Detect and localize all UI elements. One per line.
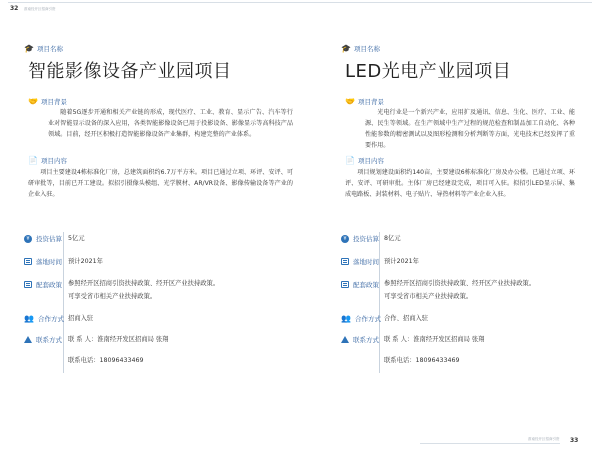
left-name-label: 🎓 项目名称 bbox=[24, 43, 63, 53]
left-content-text: 项目主要建设4栋标准化厂房，总建筑面积约6.7万平方米。项目已通过立项、环评、安评、可研审批等，目前已开工建设。拟招引摄像头模组、光学膜材、AR/VR设备、影像传输设备等产业的企业入驻。 bbox=[28, 169, 293, 198]
calendar-icon bbox=[24, 258, 32, 265]
bottom-rule bbox=[420, 443, 560, 444]
left-header-note: 淮南经开区招商引资 bbox=[24, 7, 56, 11]
right-footer-note: 淮南经开区招商引资 bbox=[528, 437, 560, 441]
policy-icon bbox=[24, 281, 32, 288]
right-row-time-value: 预计2021年 bbox=[384, 258, 419, 265]
handshake-icon: 🤝 bbox=[345, 96, 355, 106]
right-row-time-label: 落地时间 bbox=[341, 257, 379, 266]
left-divider bbox=[63, 232, 64, 373]
left-row-invest-label: ¥ 投资估算 bbox=[24, 234, 62, 243]
right-row-policy-label: 配套政策 bbox=[341, 280, 379, 289]
right-row-policy-value-1: 参照经开区招商引资扶持政策、经开区产业扶持政策。 bbox=[384, 280, 536, 287]
right-row-coop-value: 合作、招商入驻 bbox=[384, 315, 429, 322]
right-name-label: 🎓 项目名称 bbox=[341, 43, 380, 53]
right-background-text: 光电行业是一个新兴产业，应用扩及通讯、信息、生化、医疗、工业、能源、民生等领域。在生产领域中生产过程的规范检查和制品加工自动化、各种性能参数的精密测试以及图形检测和分析判断等方面，光电技术已经发挥了重要作用。 bbox=[365, 109, 575, 149]
right-divider bbox=[379, 232, 380, 373]
left-project-title: 智能影像设备产业园项目 bbox=[28, 61, 232, 82]
cooperation-icon: 👥 bbox=[341, 313, 351, 323]
graduation-cap-icon: 🎓 bbox=[341, 43, 351, 53]
left-row-policy-value-1: 参照经开区招商引资扶持政策、经开区产业扶持政策。 bbox=[68, 280, 220, 287]
right-bg-label: 🤝 项目背景 bbox=[345, 96, 384, 106]
right-project-title: LED光电产业园项目 bbox=[345, 61, 512, 82]
left-row-time-label: 落地时间 bbox=[24, 257, 62, 266]
left-row-contact-person: 联 系 人：淮南经开发区招商局 张翔 bbox=[68, 336, 169, 343]
policy-icon bbox=[341, 281, 349, 288]
right-row-coop-label: 👥 合作方式 bbox=[341, 313, 381, 323]
cooperation-icon: 👥 bbox=[24, 313, 34, 323]
right-row-policy-value-2: 可享受省市相关产业扶持政策。 bbox=[384, 293, 473, 300]
left-row-invest-value: 5亿元 bbox=[68, 235, 85, 242]
left-row-policy-label: 配套政策 bbox=[24, 280, 62, 289]
left-row-contact-phone: 联系电话：18096433469 bbox=[68, 357, 144, 364]
right-row-contact-label: 联系方式 bbox=[341, 335, 379, 344]
left-content-label: 📄 项目内容 bbox=[28, 155, 67, 165]
graduation-cap-icon: 🎓 bbox=[24, 43, 34, 53]
right-content-text: 项目规划建设面积约140亩，主要建设6栋标准化厂房及办公楼。已通过立项、环评、安评、可研审批。主体厂房已经建设完成，项目可入驻。拟招引LED显示屏、集成电路板、封装材料、电子贴片、导热材料等产业企业入驻。 bbox=[345, 169, 575, 198]
document-icon: 📄 bbox=[345, 155, 355, 165]
left-background-text: 随着5G逐步开通和相关产业链的形成，现代医疗、工业、教育、显示广告、汽车等行业对智能显示设备的深入应用，各类智能影像设备已用于投影设备、影像显示等高科技产品领域。目前，经开区积极打造智能影像设备产业集群，构建完整的产业体系。 bbox=[48, 109, 293, 138]
contact-icon bbox=[24, 336, 32, 343]
right-row-contact-phone: 联系电话：18096433469 bbox=[384, 357, 460, 364]
right-content-label: 📄 项目内容 bbox=[345, 155, 384, 165]
left-page-number: 32 bbox=[10, 5, 19, 12]
money-icon: ¥ bbox=[24, 235, 32, 243]
calendar-icon bbox=[341, 258, 349, 265]
left-row-coop-value: 招商入驻 bbox=[68, 315, 94, 322]
money-icon: ¥ bbox=[341, 235, 349, 243]
right-row-contact-person: 联 系 人：淮南经开发区招商局 张翔 bbox=[384, 336, 485, 343]
left-row-contact-label: 联系方式 bbox=[24, 335, 62, 344]
right-row-invest-label: ¥ 投资估算 bbox=[341, 234, 379, 243]
right-page-number: 33 bbox=[570, 437, 579, 444]
top-rule bbox=[8, 2, 592, 3]
left-row-policy-value-2: 可享受省市相关产业扶持政策。 bbox=[68, 293, 157, 300]
right-row-invest-value: 8亿元 bbox=[384, 235, 401, 242]
contact-icon bbox=[341, 336, 349, 343]
left-row-time-value: 预计2021年 bbox=[68, 258, 103, 265]
document-icon: 📄 bbox=[28, 155, 38, 165]
left-bg-label: 🤝 项目背景 bbox=[28, 96, 67, 106]
left-row-coop-label: 👥 合作方式 bbox=[24, 313, 64, 323]
handshake-icon: 🤝 bbox=[28, 96, 38, 106]
